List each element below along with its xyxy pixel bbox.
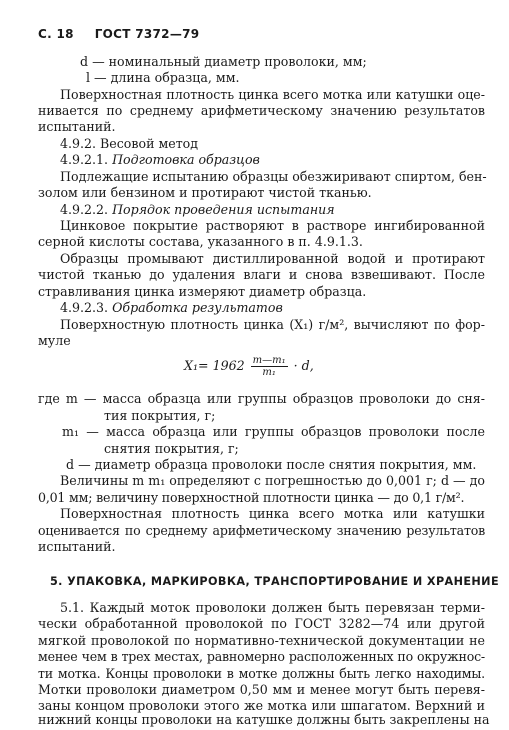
text-line: менее чем в трех местах, равномерно расположенных по окружнос- (38, 649, 485, 664)
formula-denominator: m₁ (262, 367, 276, 378)
text-line: оценивается по среднему арифметическому значению результатов (38, 523, 485, 538)
text-line: чески обработанной проволокой по ГОСТ 3282—74 или другой (38, 616, 485, 631)
subsection-heading: 4.9.2.1. Подготовка образцов (60, 152, 260, 167)
text-line: d — диаметр образца проволоки после снятия покрытия, мм. (66, 457, 477, 472)
formula-numerator: m—m₁ (252, 355, 286, 366)
text-line: снятия покрытия, г; (104, 441, 239, 456)
text-line: тия покрытия, г; (104, 408, 216, 423)
subsection-heading: 4.9.2. Весовой метод (60, 136, 199, 151)
text-line: 5.1. Каждый моток проволоки должен быть перевязан терми- (60, 600, 485, 615)
subsection-heading: 4.9.2.2. Порядок проведения испытания (60, 202, 335, 217)
text-line: d — номинальный диаметр проволоки, мм; (80, 54, 367, 69)
formula-rhs: · d, (293, 358, 314, 373)
text-line: стравливания цинка измеряют диаметр образца. (38, 284, 367, 299)
text-line: заны концом проволоки этого же мотка или шпагатом. Верхний и (38, 698, 485, 713)
text-line: нивается по среднему арифметическому значению результатов (38, 103, 485, 118)
text-line: Подлежащие испытанию образцы обезжиривают спиртом, бен- (60, 169, 487, 184)
text-line: чистой тканью до удаления влаги и снова взвешивают. После (38, 267, 485, 282)
text-line: m₁ — масса образца или группы образцов проволоки после (62, 424, 485, 439)
text-line: где m — масса образца или группы образцов проволоки до сня- (38, 391, 485, 406)
text-line: ти мотка. Концы проволоки в мотке должны быть легко находимы. (38, 666, 485, 681)
text-line: l — длина образца, мм. (86, 70, 240, 85)
text-line: 0,01 мм; величину поверхностной плотности цинка — до 0,1 г/м². (38, 490, 465, 505)
formula-fraction (251, 355, 288, 378)
text-line: испытаний. (38, 119, 116, 134)
text-line: испытаний. (38, 539, 116, 554)
text-line: Величины m m₁ определяют с погрешностью до 0,001 г; d — до (60, 473, 485, 488)
page-header (38, 26, 199, 42)
text-line: Поверхностная плотность цинка всего мотка или катушки (60, 506, 485, 521)
text-line: Цинковое покрытие растворяют в растворе ингибированной (60, 218, 485, 233)
formula-lhs: X₁= 1962 (184, 358, 245, 373)
text-line: Поверхностная плотность цинка всего мотка или катушки оце- (60, 87, 485, 102)
text-line: серной кислоты состава, указанного в п. 4.9.1.3. (38, 234, 363, 249)
text-line: золом или бензином и протирают чистой тканью. (38, 185, 372, 200)
page-number: С. 18 (38, 27, 74, 41)
text-line: нижний концы проволоки на катушке должны быть закреплены на (38, 712, 490, 727)
formula (184, 355, 314, 378)
text-line: муле (38, 333, 71, 348)
text-line: Мотки проволоки диаметром 0,50 мм и менее могут быть перевя- (38, 682, 485, 697)
text-line: Поверхностную плотность цинка (X₁) г/м², вычисляют по фор- (60, 317, 485, 332)
standard-code: ГОСТ 7372—79 (94, 27, 200, 41)
section-heading: 5. УПАКОВКА, МАРКИРОВКА, ТРАНСПОРТИРОВАНИЕ И ХРАНЕНИЕ (50, 575, 499, 588)
subsection-heading: 4.9.2.3. Обработка результатов (60, 300, 283, 315)
text-line: Образцы промывают дистиллированной водой и протирают (60, 251, 485, 266)
text-line: мягкой проволокой по нормативно-технической документации не (38, 633, 485, 648)
